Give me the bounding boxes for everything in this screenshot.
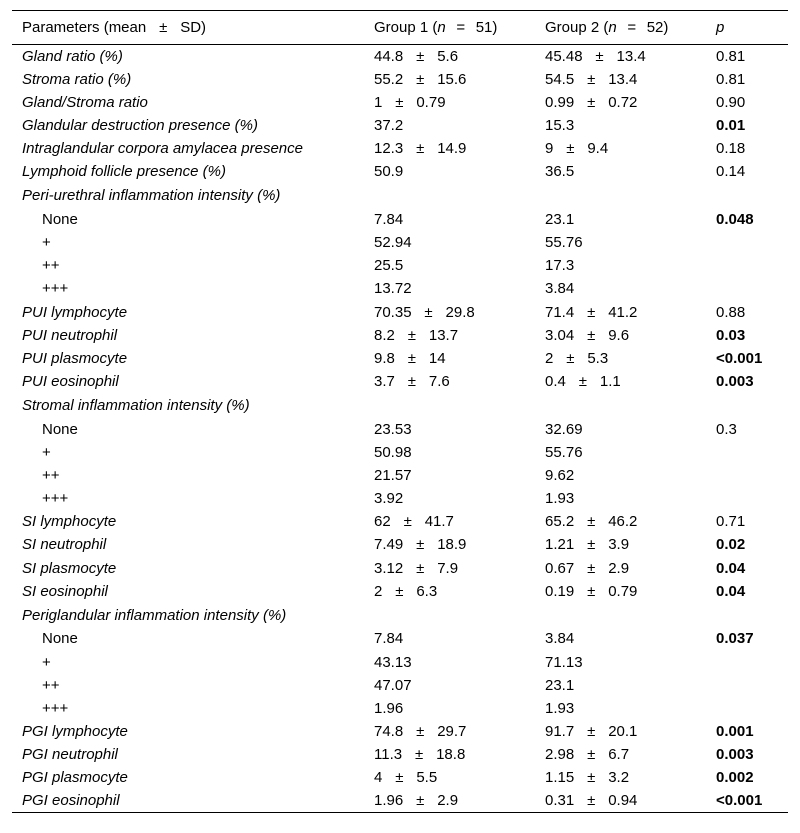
plus-minus: ± (414, 746, 424, 764)
group2-value (535, 720, 706, 743)
p-value (706, 651, 788, 674)
mean-value: 8.2 (374, 326, 395, 344)
sd-value: 20.1 (608, 723, 638, 740)
sd-value: 29.7 (437, 723, 467, 740)
group1-value (364, 441, 535, 464)
plus-minus: ± (587, 746, 596, 764)
sd-value: 41.7 (424, 513, 454, 531)
mean-value: 7.84 (374, 211, 404, 228)
group1-value (364, 137, 535, 160)
sd-value: 14 (428, 349, 446, 367)
sd-value: 0.94 (608, 792, 638, 810)
section-row (12, 393, 788, 418)
group2-value (535, 627, 706, 650)
mean-value: 3.7 (374, 372, 395, 390)
group1-value (364, 208, 535, 231)
table-row (12, 301, 788, 324)
header-p: p (706, 11, 788, 45)
parameter-label: Lymphoid follicle presence (%) (22, 163, 226, 181)
sd-value: 2.9 (437, 792, 459, 810)
parameter-label: Gland/Stroma ratio (22, 93, 148, 111)
table-header (12, 11, 788, 45)
group1-value (364, 393, 535, 418)
group1-value (364, 627, 535, 650)
group2-value (535, 254, 706, 277)
plus-minus: ± (566, 349, 575, 367)
table-row (12, 510, 788, 533)
group2-value (535, 557, 706, 580)
parameter-label: PUI lymphocyte (22, 303, 128, 321)
mean-value: 12.3 (374, 140, 404, 158)
plus-minus: ± (587, 792, 596, 810)
plus-minus: ± (416, 559, 425, 577)
mean-value: 9 (545, 140, 554, 158)
group1-value (364, 68, 535, 91)
parameter-label: None (42, 630, 78, 648)
mean-value: 1.96 (374, 699, 404, 717)
parameter-label: Glandular destruction presence (%) (22, 116, 258, 134)
p-value: <0.001 (706, 789, 788, 812)
section-row (12, 603, 788, 628)
table-row (12, 533, 788, 556)
group1-value (364, 720, 535, 743)
mean-value: 3.84 (545, 280, 575, 298)
mean-value: 71.4 (545, 303, 575, 321)
sd-value: 29.8 (445, 303, 475, 321)
table-row (12, 651, 788, 674)
plus-minus: ± (587, 559, 596, 577)
mean-value: 55.76 (545, 443, 583, 461)
group2-value (535, 137, 706, 160)
sd-value: 5.6 (437, 47, 459, 65)
group1-value (364, 183, 535, 208)
group1-value (364, 464, 535, 487)
section-row (12, 183, 788, 208)
parameter-label: PUI plasmocyte (22, 349, 128, 367)
sd-value: 7.9 (437, 559, 459, 577)
table-row (12, 277, 788, 300)
mean-value: 17.3 (545, 257, 575, 275)
mean-value: 1.21 (545, 536, 575, 554)
p-value: 0.88 (716, 303, 746, 321)
header-group2: Group 2 (n = 52) (535, 11, 706, 45)
sd-value: 7.6 (428, 372, 450, 390)
table-row (12, 137, 788, 160)
group2-value (535, 441, 706, 464)
sd-value: 0.79 (416, 93, 446, 111)
p-value: 0.03 (716, 326, 746, 344)
group2-value (535, 370, 706, 393)
table-row (12, 347, 788, 370)
parameter-label: ++ (42, 467, 60, 484)
p-value: 0.71 (716, 513, 746, 531)
plus-minus: ± (587, 70, 596, 88)
mean-value: 0.31 (545, 792, 575, 810)
parameter-label: Peri-urethral inflammation intensity (%) (22, 187, 281, 205)
mean-value: 0.99 (545, 93, 575, 111)
group1-value (364, 603, 535, 628)
p-value: 0.02 (716, 536, 746, 554)
group1-value (364, 114, 535, 137)
parameter-label: ++ (42, 676, 60, 694)
p-value: 0.037 (716, 630, 754, 648)
parameter-label: +++ (42, 280, 69, 298)
table-row (12, 418, 788, 441)
sd-value: 0.79 (608, 582, 638, 600)
group1-value (364, 743, 535, 766)
table-row (12, 91, 788, 114)
group1-value (364, 674, 535, 697)
parameter-label: Periglandular inflammation intensity (%) (22, 606, 287, 624)
group1-value (364, 91, 535, 114)
parameters-table (12, 10, 788, 813)
mean-value: 23.1 (545, 676, 575, 694)
plus-minus: ± (587, 769, 596, 787)
p-value (706, 697, 788, 720)
table-row (12, 487, 788, 510)
p-value: 0.90 (716, 93, 746, 111)
table-row (12, 674, 788, 697)
parameter-label: +++ (42, 490, 69, 508)
group2-value (535, 277, 706, 300)
group1-value (364, 789, 535, 812)
header-group1: Group 1 (n = 51) (364, 11, 535, 45)
parameter-label: ++ (42, 257, 60, 275)
table-row (12, 208, 788, 231)
sd-value: 13.4 (608, 70, 638, 88)
group1-value (364, 347, 535, 370)
parameter-label: PUI eosinophil (22, 372, 119, 390)
sd-value: 2.9 (608, 559, 630, 577)
group2-value (535, 393, 706, 418)
plus-minus: ± (595, 47, 604, 65)
table-row (12, 441, 788, 464)
group2-value (535, 766, 706, 789)
p-value (706, 231, 788, 254)
parameter-label: PGI eosinophil (12, 789, 364, 812)
sd-value: 5.3 (587, 349, 609, 367)
parameter-label: Stroma ratio (%) (22, 70, 132, 88)
sd-value: 14.9 (437, 140, 467, 158)
group2-value (535, 487, 706, 510)
p-value: 0.002 (716, 769, 754, 787)
parameter-label: SI lymphocyte (22, 513, 117, 531)
group2-value (535, 464, 706, 487)
group2-value (535, 510, 706, 533)
group2-value (535, 743, 706, 766)
p-value: 0.003 (716, 372, 754, 390)
parameter-label: Intraglandular corpora amylacea presence (22, 140, 303, 158)
group1-value (364, 766, 535, 789)
sd-value: 0.72 (608, 93, 638, 111)
group1-value (364, 45, 535, 68)
group2-value (535, 114, 706, 137)
p-value (706, 393, 788, 418)
plus-minus: ± (416, 70, 425, 88)
sd-value: 15.6 (437, 70, 467, 88)
mean-value: 3.12 (374, 559, 404, 577)
group1-value (364, 418, 535, 441)
parameter-label: PUI neutrophil (22, 326, 118, 344)
sd-value: 13.7 (428, 326, 459, 344)
group1-value (364, 231, 535, 254)
sd-value: 6.3 (416, 582, 438, 600)
p-value: 0.14 (716, 163, 746, 181)
mean-value: 23.53 (374, 420, 412, 438)
mean-value: 0.4 (545, 372, 566, 390)
parameter-label: SI neutrophil (22, 536, 107, 554)
plus-minus: ± (587, 582, 596, 600)
mean-value: 1 (374, 93, 383, 111)
parameter-label: + (42, 234, 51, 252)
mean-value: 2 (374, 582, 383, 600)
mean-value: 0.67 (545, 559, 575, 577)
table-row (12, 324, 788, 347)
mean-value: 21.57 (374, 467, 412, 484)
sd-value: 6.7 (608, 746, 630, 764)
mean-value: 55.2 (374, 70, 404, 88)
p-value: 0.003 (716, 746, 754, 764)
p-value (706, 183, 788, 208)
table-row (12, 114, 788, 137)
plus-minus: ± (587, 93, 596, 111)
mean-value: 15.3 (545, 116, 575, 134)
table-row (12, 370, 788, 393)
mean-value: 36.5 (545, 163, 575, 181)
group1-value (364, 487, 535, 510)
group1-value (364, 580, 535, 603)
mean-value: 9.62 (545, 467, 575, 484)
table-row (12, 231, 788, 254)
table-row (12, 68, 788, 91)
mean-value: 3.84 (545, 630, 575, 648)
mean-value: 1.96 (374, 792, 404, 810)
parameter-label: +++ (42, 699, 69, 717)
group2-value (535, 183, 706, 208)
plus-minus: ± (587, 723, 596, 740)
plus-minus: ± (416, 792, 425, 810)
mean-value: 4 (374, 769, 383, 787)
group1-value (364, 697, 535, 720)
plus-minus: ± (587, 303, 596, 321)
table-row (12, 743, 788, 766)
plus-minus: ± (407, 372, 416, 390)
mean-value: 91.7 (545, 723, 575, 740)
p-value (706, 674, 788, 697)
parameter-label: Stromal inflammation intensity (%) (22, 396, 250, 414)
plus-minus: ± (416, 47, 425, 65)
mean-value: 43.13 (374, 653, 412, 671)
group2-value (535, 418, 706, 441)
mean-value: 45.48 (545, 47, 583, 65)
group1-value (364, 370, 535, 393)
group1-value (364, 277, 535, 300)
group1-value (364, 651, 535, 674)
mean-value: 9.8 (374, 349, 395, 367)
group2-value (535, 68, 706, 91)
group1-value (364, 160, 535, 183)
mean-value: 70.35 (374, 303, 412, 321)
mean-value: 44.8 (374, 47, 404, 65)
mean-value: 23.1 (545, 211, 575, 228)
parameter-label: SI eosinophil (22, 582, 108, 600)
group2-value (535, 91, 706, 114)
plus-minus: ± (566, 140, 575, 158)
sd-value: 46.2 (608, 513, 638, 531)
mean-value: 1.93 (545, 699, 575, 717)
table-row (12, 720, 788, 743)
p-value (706, 254, 788, 277)
table-row (12, 45, 788, 68)
table-row (12, 580, 788, 603)
sd-value: 18.8 (436, 746, 466, 764)
sd-value: 1.1 (599, 372, 621, 390)
group2-value (535, 533, 706, 556)
parameter-label: PGI lymphocyte (22, 723, 128, 740)
mean-value: 2.98 (545, 746, 575, 764)
group2-value (535, 160, 706, 183)
parameter-label: PGI neutrophil (22, 746, 118, 764)
mean-value: 3.04 (545, 326, 575, 344)
mean-value: 11.3 (374, 746, 403, 764)
group1-value (364, 533, 535, 556)
plus-minus: ± (416, 723, 425, 740)
p-value: 0.81 (716, 47, 746, 65)
plus-minus: ± (587, 513, 596, 531)
plus-minus: ± (395, 93, 404, 111)
group1-value (364, 510, 535, 533)
p-value: 0.001 (716, 723, 754, 740)
table-row (12, 464, 788, 487)
group2-value (535, 301, 706, 324)
table-row (12, 254, 788, 277)
mean-value: 25.5 (374, 257, 404, 275)
group2-value (535, 231, 706, 254)
sd-value: 18.9 (437, 536, 467, 554)
parameter-label: None (42, 420, 78, 438)
mean-value: 62 (374, 513, 391, 531)
group2-value (535, 45, 706, 68)
plus-minus: ± (587, 326, 596, 344)
mean-value: 52.94 (374, 234, 412, 252)
table-row (12, 160, 788, 183)
mean-value: 37.2 (374, 116, 404, 134)
group1-value (364, 301, 535, 324)
mean-value: 47.07 (374, 676, 412, 694)
sd-value: 3.9 (608, 536, 630, 554)
mean-value: 50.98 (374, 443, 412, 461)
p-value: 0.3 (716, 420, 737, 438)
table-body (12, 45, 788, 813)
plus-minus: ± (403, 513, 412, 531)
group1-value (364, 557, 535, 580)
table-row (12, 789, 788, 812)
parameter-label: None (42, 211, 78, 228)
p-value: 0.04 (716, 582, 746, 600)
p-value: 0.18 (716, 140, 746, 158)
header-parameters: Parameters (mean ± SD) (12, 11, 364, 45)
p-value: 0.048 (716, 211, 754, 228)
group2-value (535, 603, 706, 628)
parameter-label: + (42, 653, 51, 671)
p-value: 0.01 (716, 116, 746, 134)
p-value (706, 277, 788, 300)
mean-value: 1.15 (545, 769, 575, 787)
p-value (706, 603, 788, 628)
mean-value: 0.19 (545, 582, 575, 600)
group2-value (535, 651, 706, 674)
mean-value: 74.8 (374, 723, 404, 740)
p-value (706, 487, 788, 510)
mean-value: 7.49 (374, 536, 404, 554)
plus-minus: ± (587, 536, 596, 554)
sd-value: 9.4 (587, 140, 609, 158)
mean-value: 7.84 (374, 630, 404, 648)
sd-value: 3.2 (608, 769, 630, 787)
mean-value: 2 (545, 349, 554, 367)
p-value (706, 441, 788, 464)
plus-minus: ± (407, 326, 416, 344)
sd-value: 41.2 (608, 303, 638, 321)
mean-value: 71.13 (545, 653, 583, 671)
plus-minus: ± (395, 769, 404, 787)
parameter-label: SI plasmocyte (22, 559, 117, 577)
sd-value: 13.4 (616, 47, 646, 65)
mean-value: 13.72 (374, 280, 412, 298)
plus-minus: ± (395, 582, 404, 600)
mean-value: 3.92 (374, 490, 404, 508)
plus-minus: ± (416, 536, 425, 554)
plus-minus: ± (424, 303, 433, 321)
mean-value: 32.69 (545, 420, 583, 438)
group2-value (535, 789, 706, 812)
sd-value: 9.6 (608, 326, 630, 344)
p-value: <0.001 (716, 349, 763, 367)
mean-value: 50.9 (374, 163, 404, 181)
group1-value (364, 254, 535, 277)
group2-value (535, 674, 706, 697)
plus-minus: ± (416, 140, 425, 158)
header-row (12, 11, 788, 45)
group1-value (364, 324, 535, 347)
table-row (12, 557, 788, 580)
plus-minus: ± (578, 372, 587, 390)
sd-value: 5.5 (416, 769, 438, 787)
table-row (12, 766, 788, 789)
p-value (706, 464, 788, 487)
table-row (12, 627, 788, 650)
mean-value: 54.5 (545, 70, 575, 88)
parameter-label: PGI plasmocyte (22, 769, 128, 787)
plus-minus: ± (407, 349, 416, 367)
group2-value (535, 697, 706, 720)
group2-value (535, 580, 706, 603)
group2-value (535, 347, 706, 370)
table-row (12, 697, 788, 720)
mean-value: 1.93 (545, 490, 575, 508)
parameter-label: Gland ratio (%) (22, 47, 123, 65)
p-value: 0.04 (716, 559, 746, 577)
parameter-label: + (42, 443, 51, 461)
group2-value (535, 324, 706, 347)
p-value: 0.81 (716, 70, 746, 88)
group2-value (535, 208, 706, 231)
mean-value: 65.2 (545, 513, 575, 531)
mean-value: 55.76 (545, 234, 583, 252)
